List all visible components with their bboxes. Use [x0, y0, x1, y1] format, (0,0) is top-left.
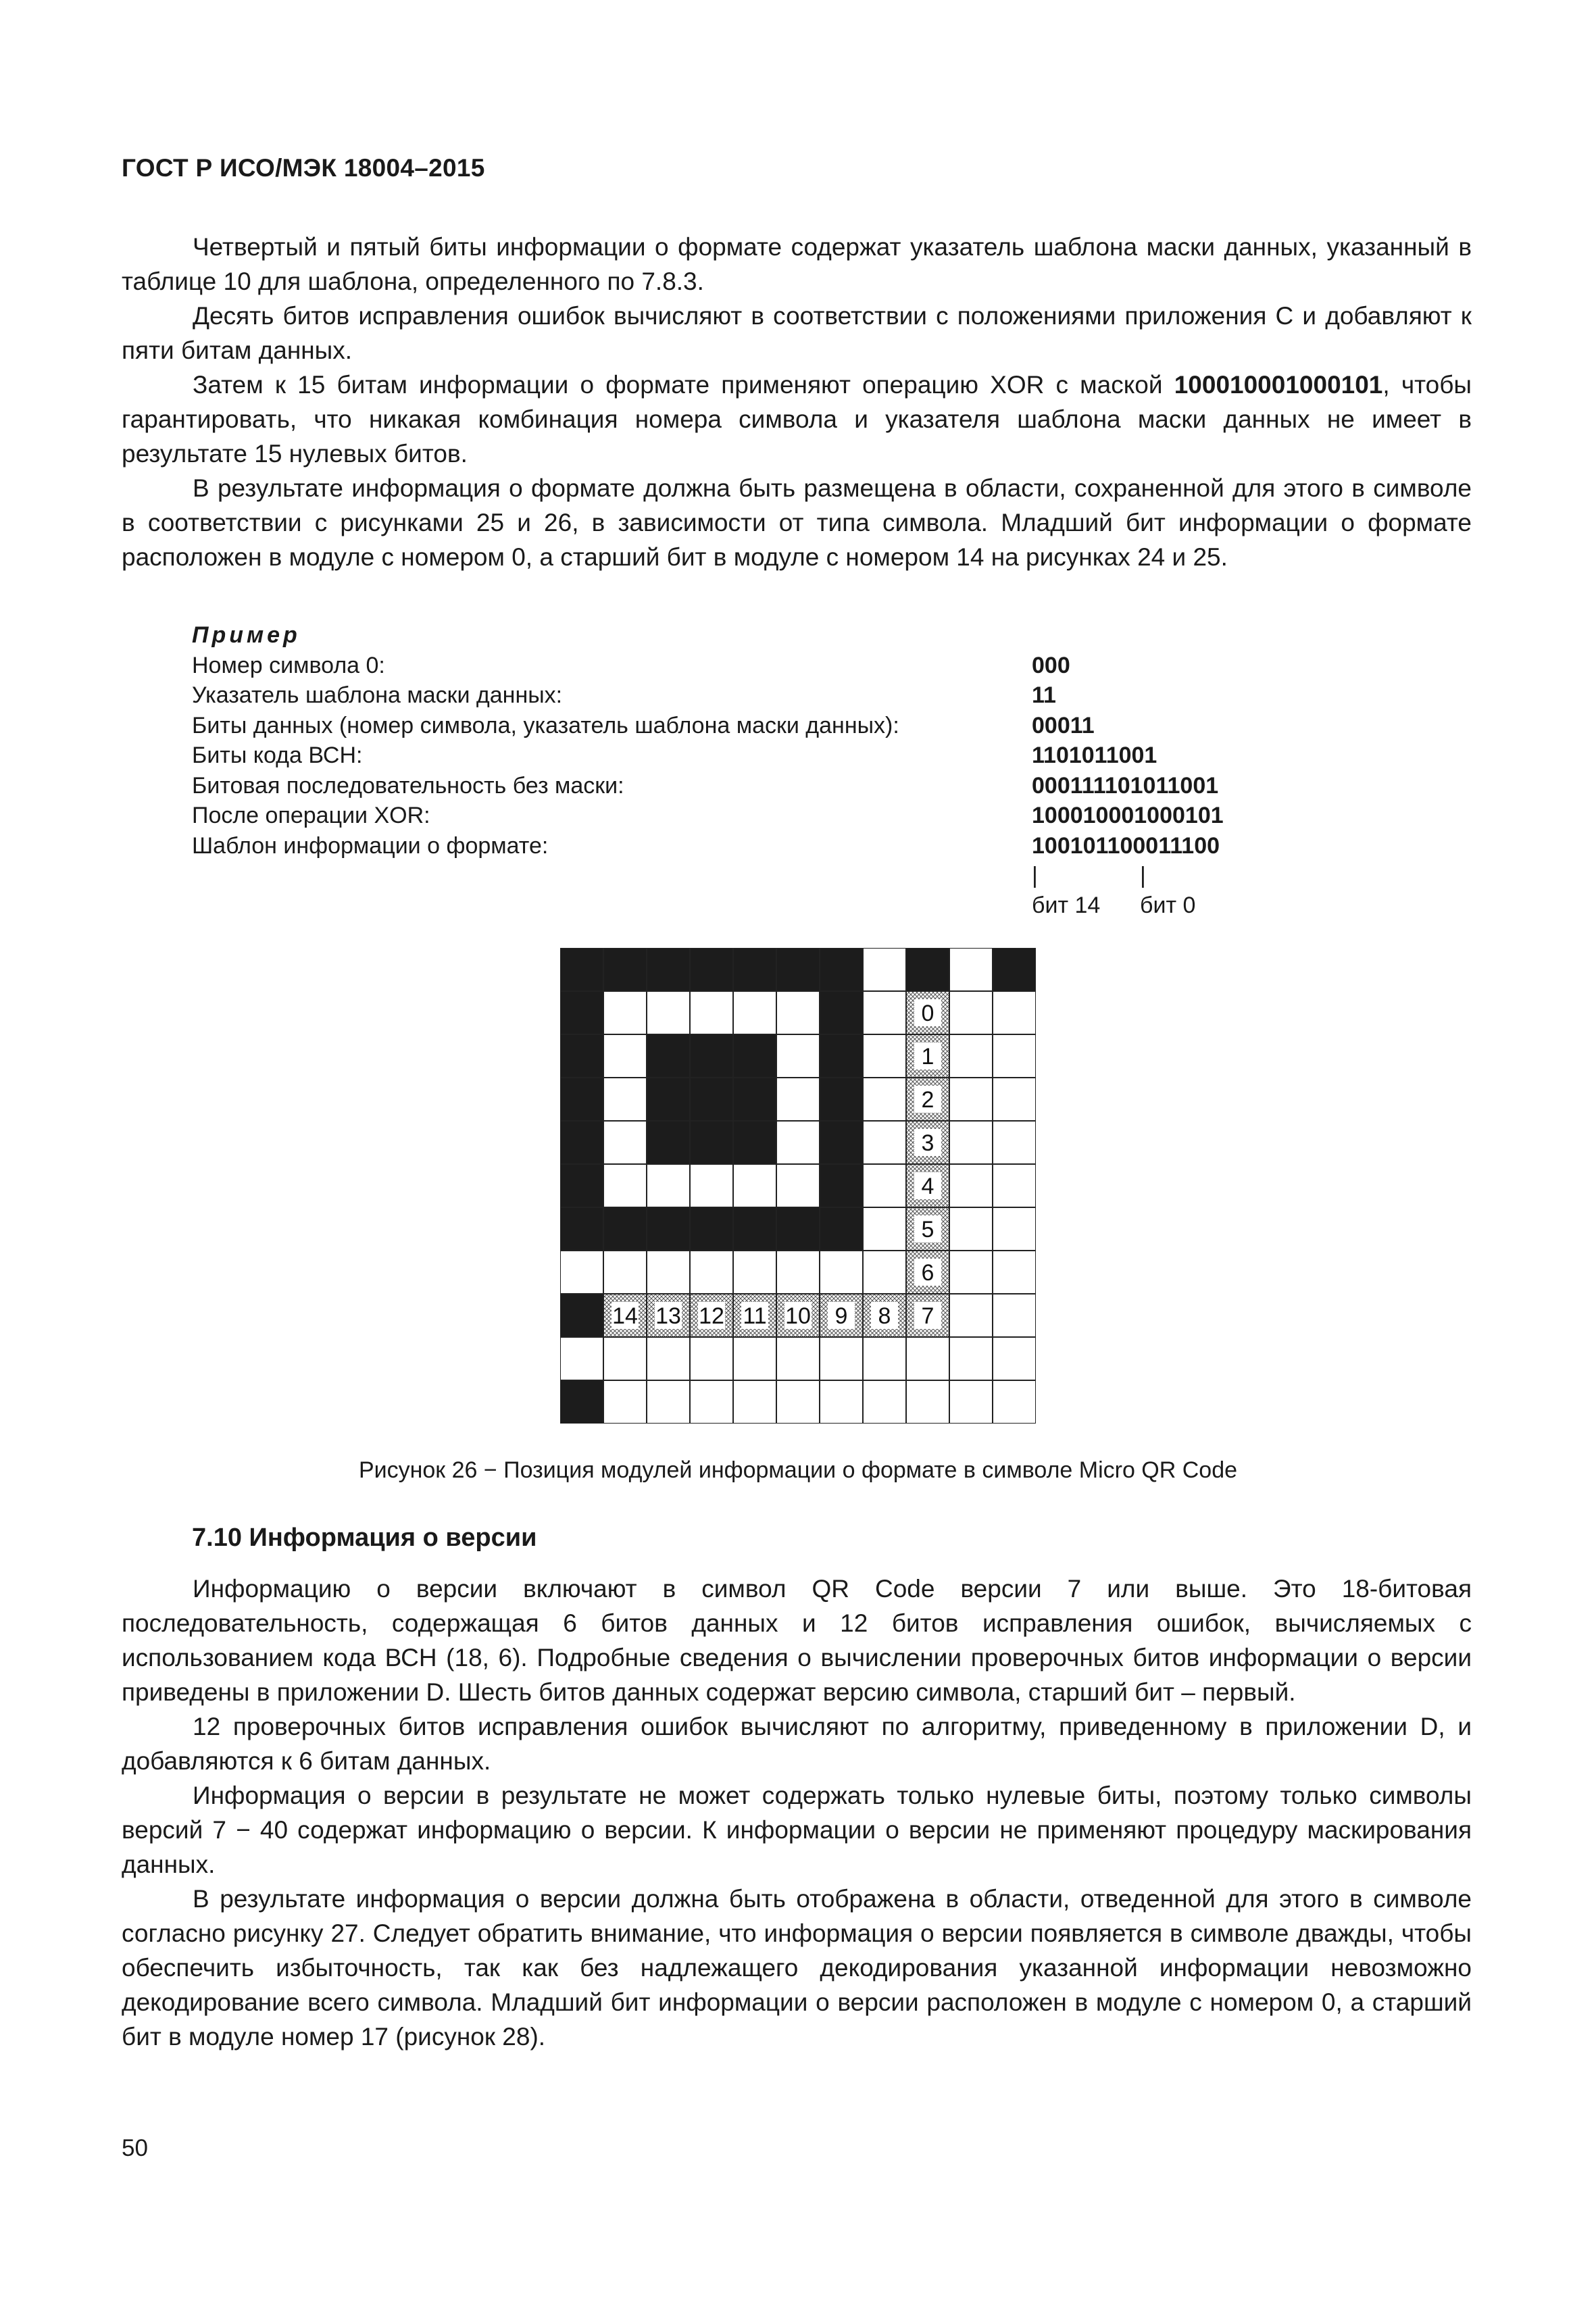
dark-module — [647, 1078, 690, 1121]
light-module — [776, 1078, 820, 1121]
light-module — [733, 1251, 776, 1294]
dark-module — [820, 1207, 863, 1251]
light-module — [906, 1380, 949, 1424]
dark-module — [560, 991, 603, 1034]
light-module — [776, 1164, 820, 1207]
dark-module — [690, 1078, 733, 1121]
light-module — [603, 1078, 647, 1121]
paragraph — [122, 299, 1472, 368]
paragraph-text: Четвертый и пятый биты информации о формате содержат указатель шаблона маски данных, указанный в таблице 10 для шаблона, определенного по 7.8.3. — [122, 233, 1472, 295]
example-row — [192, 831, 1341, 861]
light-module — [949, 1380, 993, 1424]
light-module — [949, 1164, 993, 1207]
light-module — [603, 1251, 647, 1294]
light-module — [993, 1078, 1036, 1121]
example-row — [192, 771, 1341, 801]
dark-module — [820, 1078, 863, 1121]
module-number-label: 6 — [921, 1260, 934, 1286]
example-row — [192, 651, 1341, 681]
micro-qr-figure — [560, 948, 1036, 1424]
paragraph-text: Затем к 15 битам информации о формате применяют операцию XOR с маской — [193, 371, 1174, 399]
light-module — [993, 1121, 1036, 1164]
light-module — [949, 1337, 993, 1380]
light-module — [690, 991, 733, 1034]
dark-module — [820, 1164, 863, 1207]
dark-module — [993, 948, 1036, 991]
light-module — [690, 1380, 733, 1424]
light-module — [733, 1380, 776, 1424]
light-module — [647, 1380, 690, 1424]
light-module — [647, 1251, 690, 1294]
paragraph — [122, 230, 1472, 299]
light-module — [690, 1337, 733, 1380]
dark-module — [560, 1294, 603, 1337]
light-module — [776, 1380, 820, 1424]
micro-qr-diagram — [560, 948, 1036, 1424]
module-number-label: 10 — [785, 1303, 811, 1329]
paragraph — [122, 1778, 1472, 1882]
dark-module — [733, 1207, 776, 1251]
text-block-bottom — [122, 1571, 1472, 2054]
light-module — [949, 1294, 993, 1337]
light-module — [993, 1164, 1036, 1207]
light-module — [863, 948, 906, 991]
dark-module — [733, 1121, 776, 1164]
light-module — [863, 991, 906, 1034]
light-module — [949, 1034, 993, 1078]
light-module — [993, 1251, 1036, 1294]
light-module — [776, 991, 820, 1034]
light-module — [647, 991, 690, 1034]
dark-module — [560, 1078, 603, 1121]
light-module — [993, 1294, 1036, 1337]
dark-module — [733, 948, 776, 991]
standard-header: ГОСТ Р ИСО/МЭК 18004–2015 — [122, 154, 485, 182]
light-module — [733, 1337, 776, 1380]
paragraph — [122, 471, 1472, 574]
module-number-label: 8 — [878, 1303, 891, 1329]
example-label: Битовая последовательность без маски: — [192, 772, 624, 799]
light-module — [906, 1337, 949, 1380]
example-row — [192, 801, 1341, 831]
bit-low-marker: | — [1140, 863, 1146, 888]
module-number-label: 14 — [612, 1303, 638, 1329]
dark-module — [776, 1207, 820, 1251]
light-module — [647, 1164, 690, 1207]
dark-module — [776, 948, 820, 991]
example-row — [192, 680, 1341, 711]
example-label: Указатель шаблона маски данных: — [192, 682, 563, 708]
example-label: Шаблон информации о формате: — [192, 832, 549, 859]
light-module — [603, 1380, 647, 1424]
light-module — [776, 1121, 820, 1164]
light-module — [949, 1251, 993, 1294]
light-module — [603, 1121, 647, 1164]
paragraph-text: 12 проверочных битов исправления ошибок вычисляют по алгоритму, приведенному в приложении D, и добавляются к 6 битам данных. — [122, 1713, 1472, 1775]
light-module — [863, 1207, 906, 1251]
light-module — [863, 1251, 906, 1294]
example-label: Номер символа 0: — [192, 652, 385, 678]
example-row — [192, 711, 1341, 741]
module-number-label: 7 — [921, 1303, 934, 1329]
light-module — [820, 1251, 863, 1294]
dark-module — [647, 1121, 690, 1164]
example-row — [192, 740, 1341, 771]
example-value: 100101100011100 — [1032, 832, 1220, 859]
paragraph-text: Информация о версии в результате не может содержать только нулевые биты, поэтому только символы версий 7 − 40 содержат информацию о версии. К информации о версии не применяют процедуру маскирования данных. — [122, 1782, 1472, 1878]
light-module — [993, 1337, 1036, 1380]
light-module — [863, 1034, 906, 1078]
paragraph — [122, 368, 1472, 471]
light-module — [690, 1164, 733, 1207]
module-number-label: 13 — [655, 1303, 681, 1329]
dark-module — [647, 1034, 690, 1078]
light-module — [603, 1034, 647, 1078]
light-module — [993, 991, 1036, 1034]
light-module — [993, 1380, 1036, 1424]
xor-mask-value: 100010001000101 — [1174, 371, 1383, 399]
example-value: 1101011001 — [1032, 743, 1157, 768]
paragraph-text: В результате информация о версии должна быть отображена в области, отведенной для этого в символе согласно рисунку 27. Следует обратить внимание, что информация о версии появляется в символе дважды, чтобы обеспечить избыточность, так как без надлежащего декодирования указанной информации невозможно декодирование всего символа. Младший бит информации о версии расположен в модуле с номером 0, а старший бит в модуле номер 17 (рисунок 28). — [122, 1885, 1472, 2051]
paragraph-text: , чтобы гарантировать, что никакая комбинация номера символа и указателя шаблона маски данных не имеет в результате 15 нулевых битов. — [122, 371, 1472, 468]
light-module — [776, 1034, 820, 1078]
dark-module — [560, 1121, 603, 1164]
dark-module — [647, 1207, 690, 1251]
example-value: 100010001000101 — [1032, 803, 1224, 828]
page-number: 50 — [122, 2135, 148, 2161]
light-module — [776, 1337, 820, 1380]
dark-module — [820, 991, 863, 1034]
dark-module — [733, 1034, 776, 1078]
light-module — [776, 1251, 820, 1294]
paragraph-text: Информацию о версии включают в символ QR Code версии 7 или выше. Это 18-битовая последовательность, содержащая 6 битов данных и 12 битов исправления ошибок, вычисляемых с использованием кода ВСН (18, 6). Подробные сведения о вычислении проверочных битов информации о версии приведены в приложении D. Шесть битов данных содержат версию символа, старший бит – первый. — [122, 1575, 1472, 1706]
module-number-label: 11 — [743, 1303, 767, 1329]
dark-module — [647, 948, 690, 991]
dark-module — [906, 948, 949, 991]
dark-module — [560, 948, 603, 991]
light-module — [949, 1078, 993, 1121]
example-value: 000111101011001 — [1032, 772, 1219, 799]
dark-module — [560, 1164, 603, 1207]
section-title: 7.10 Информация о версии — [192, 1524, 537, 1552]
example-value: 000 — [1032, 652, 1070, 678]
paragraph-text: Десять битов исправления ошибок вычисляют в соответствии с положениями приложения С и добавляют к пяти битам данных. — [122, 302, 1472, 364]
dark-module — [690, 1207, 733, 1251]
light-module — [949, 948, 993, 991]
light-module — [993, 1207, 1036, 1251]
dark-module — [820, 948, 863, 991]
module-number-label: 2 — [921, 1087, 934, 1113]
bit-high-label: бит 14 — [1032, 892, 1101, 918]
dark-module — [820, 1034, 863, 1078]
light-module — [863, 1380, 906, 1424]
dark-module — [560, 1207, 603, 1251]
light-module — [560, 1337, 603, 1380]
light-module — [690, 1251, 733, 1294]
light-module — [863, 1078, 906, 1121]
light-module — [820, 1380, 863, 1424]
dark-module — [560, 1034, 603, 1078]
bit-markers — [192, 861, 1341, 922]
light-module — [863, 1337, 906, 1380]
module-number-label: 12 — [699, 1303, 724, 1329]
dark-module — [733, 1078, 776, 1121]
dark-module — [690, 948, 733, 991]
example-label: После операции XOR: — [192, 803, 430, 828]
example-value: 00011 — [1032, 712, 1095, 738]
light-module — [863, 1164, 906, 1207]
module-number-label: 0 — [921, 1001, 934, 1026]
dark-module — [603, 1207, 647, 1251]
light-module — [949, 1121, 993, 1164]
light-module — [863, 1121, 906, 1164]
light-module — [993, 1034, 1036, 1078]
module-number-label: 4 — [921, 1174, 934, 1199]
module-number-label: 9 — [834, 1303, 848, 1329]
module-number-label: 1 — [921, 1044, 934, 1070]
example-value: 11 — [1032, 682, 1056, 708]
light-module — [733, 991, 776, 1034]
example-label: Биты кода ВСН: — [192, 743, 363, 768]
light-module — [733, 1164, 776, 1207]
dark-module — [690, 1034, 733, 1078]
light-module — [949, 991, 993, 1034]
text-block-top — [122, 230, 1472, 574]
paragraph-text: В результате информация о формате должна быть размещена в области, сохраненной для этого в символе в соответствии с рисунками 25 и 26, в зависимости от типа символа. Младший бит информации о формате расположен в модуле с номером 0, а старший бит в модуле с номером 14 на рисунках 24 и 25. — [122, 474, 1472, 571]
light-module — [560, 1251, 603, 1294]
paragraph — [122, 1882, 1472, 2054]
module-number-label: 3 — [921, 1130, 934, 1156]
light-module — [647, 1337, 690, 1380]
module-number-label: 5 — [921, 1217, 934, 1242]
dark-module — [820, 1121, 863, 1164]
light-module — [603, 991, 647, 1034]
figure-caption: Рисунок 26 − Позиция модулей информации о формате в символе Micro QR Code — [358, 1457, 1238, 1483]
dark-module — [560, 1380, 603, 1424]
example-label: Биты данных (номер символа, указатель шаблона маски данных): — [192, 712, 899, 738]
dark-module — [690, 1121, 733, 1164]
bit-low-label: бит 0 — [1140, 892, 1196, 918]
example-block — [192, 620, 1341, 922]
paragraph — [122, 1709, 1472, 1778]
light-module — [603, 1337, 647, 1380]
bit-high-marker: | — [1032, 863, 1038, 888]
light-module — [603, 1164, 647, 1207]
light-module — [949, 1207, 993, 1251]
paragraph — [122, 1571, 1472, 1709]
example-title: Пример — [192, 622, 301, 648]
dark-module — [603, 948, 647, 991]
light-module — [820, 1337, 863, 1380]
